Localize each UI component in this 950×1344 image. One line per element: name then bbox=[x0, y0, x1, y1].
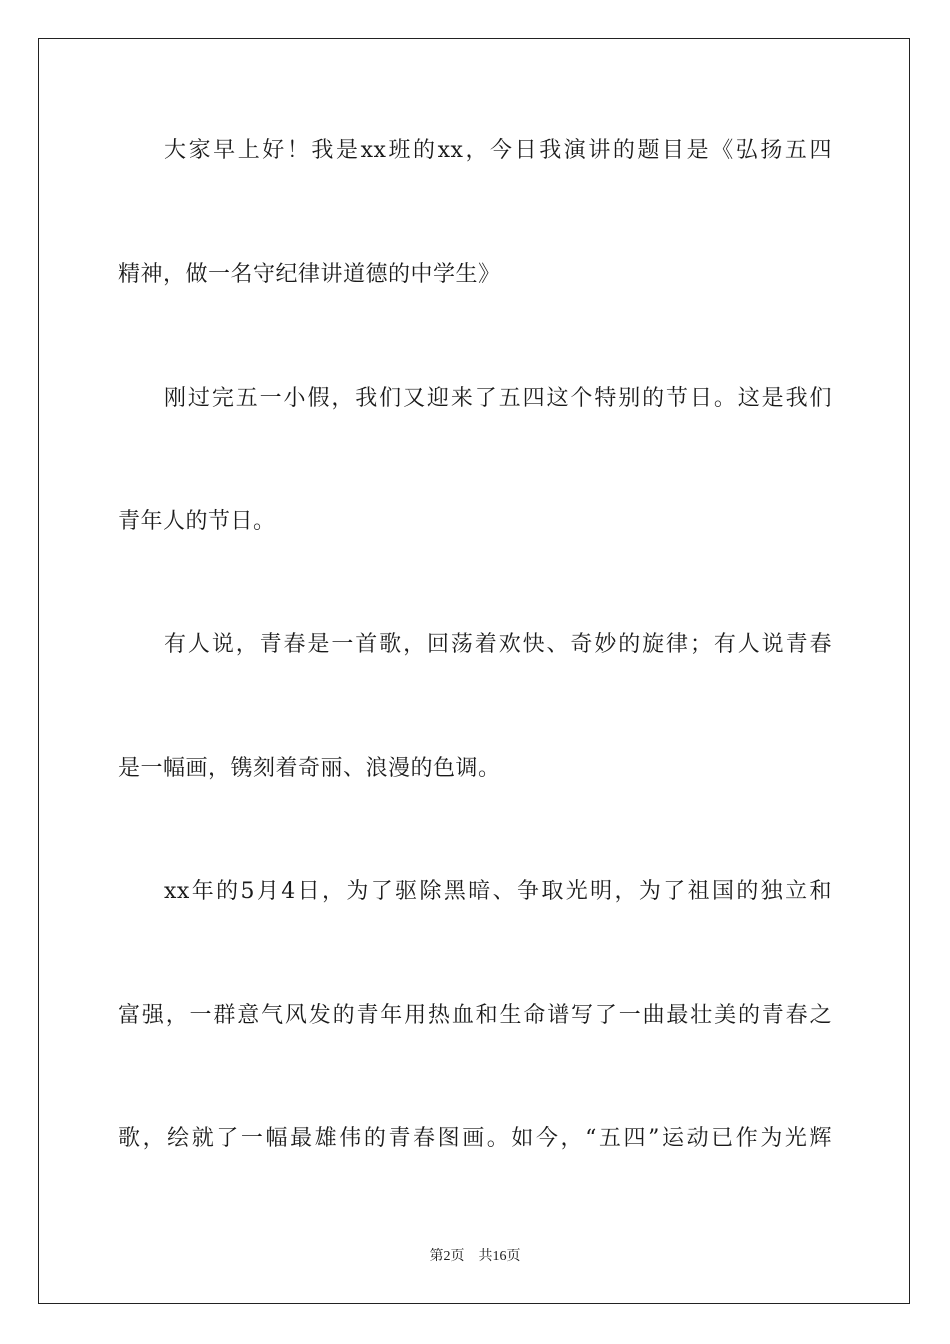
paragraph-line-3: 刚过完五一小假，我们又迎来了五四这个特别的节日。这是我们 bbox=[164, 386, 832, 411]
paragraph-line-4: 青年人的节日。 bbox=[118, 509, 276, 534]
paragraph-line-8: 富强，一群意气风发的青年用热血和生命谱写了一曲最壮美的青春之 bbox=[118, 1003, 832, 1028]
page-total: 共16页 bbox=[478, 1249, 521, 1264]
page-number: 第2页 bbox=[429, 1249, 465, 1264]
page-footer bbox=[0, 1247, 950, 1267]
paragraph-line-1: 大家早上好！我是xx班的xx，今日我演讲的题目是《弘扬五四 bbox=[164, 138, 832, 163]
paragraph-line-2: 精神，做一名守纪律讲道德的中学生》 bbox=[118, 262, 501, 287]
paragraph-line-5: 有人说，青春是一首歌，回荡着欢快、奇妙的旋律；有人说青春 bbox=[164, 632, 832, 657]
paragraph-line-7: xx年的5月4日，为了驱除黑暗、争取光明，为了祖国的独立和 bbox=[164, 879, 832, 904]
page-border bbox=[38, 38, 910, 1304]
paragraph-line-6: 是一幅画，镌刻着奇丽、浪漫的色调。 bbox=[118, 756, 501, 781]
paragraph-line-9: 歌，绘就了一幅最雄伟的青春图画。如今，“五四”运动已作为光辉 bbox=[118, 1126, 832, 1151]
